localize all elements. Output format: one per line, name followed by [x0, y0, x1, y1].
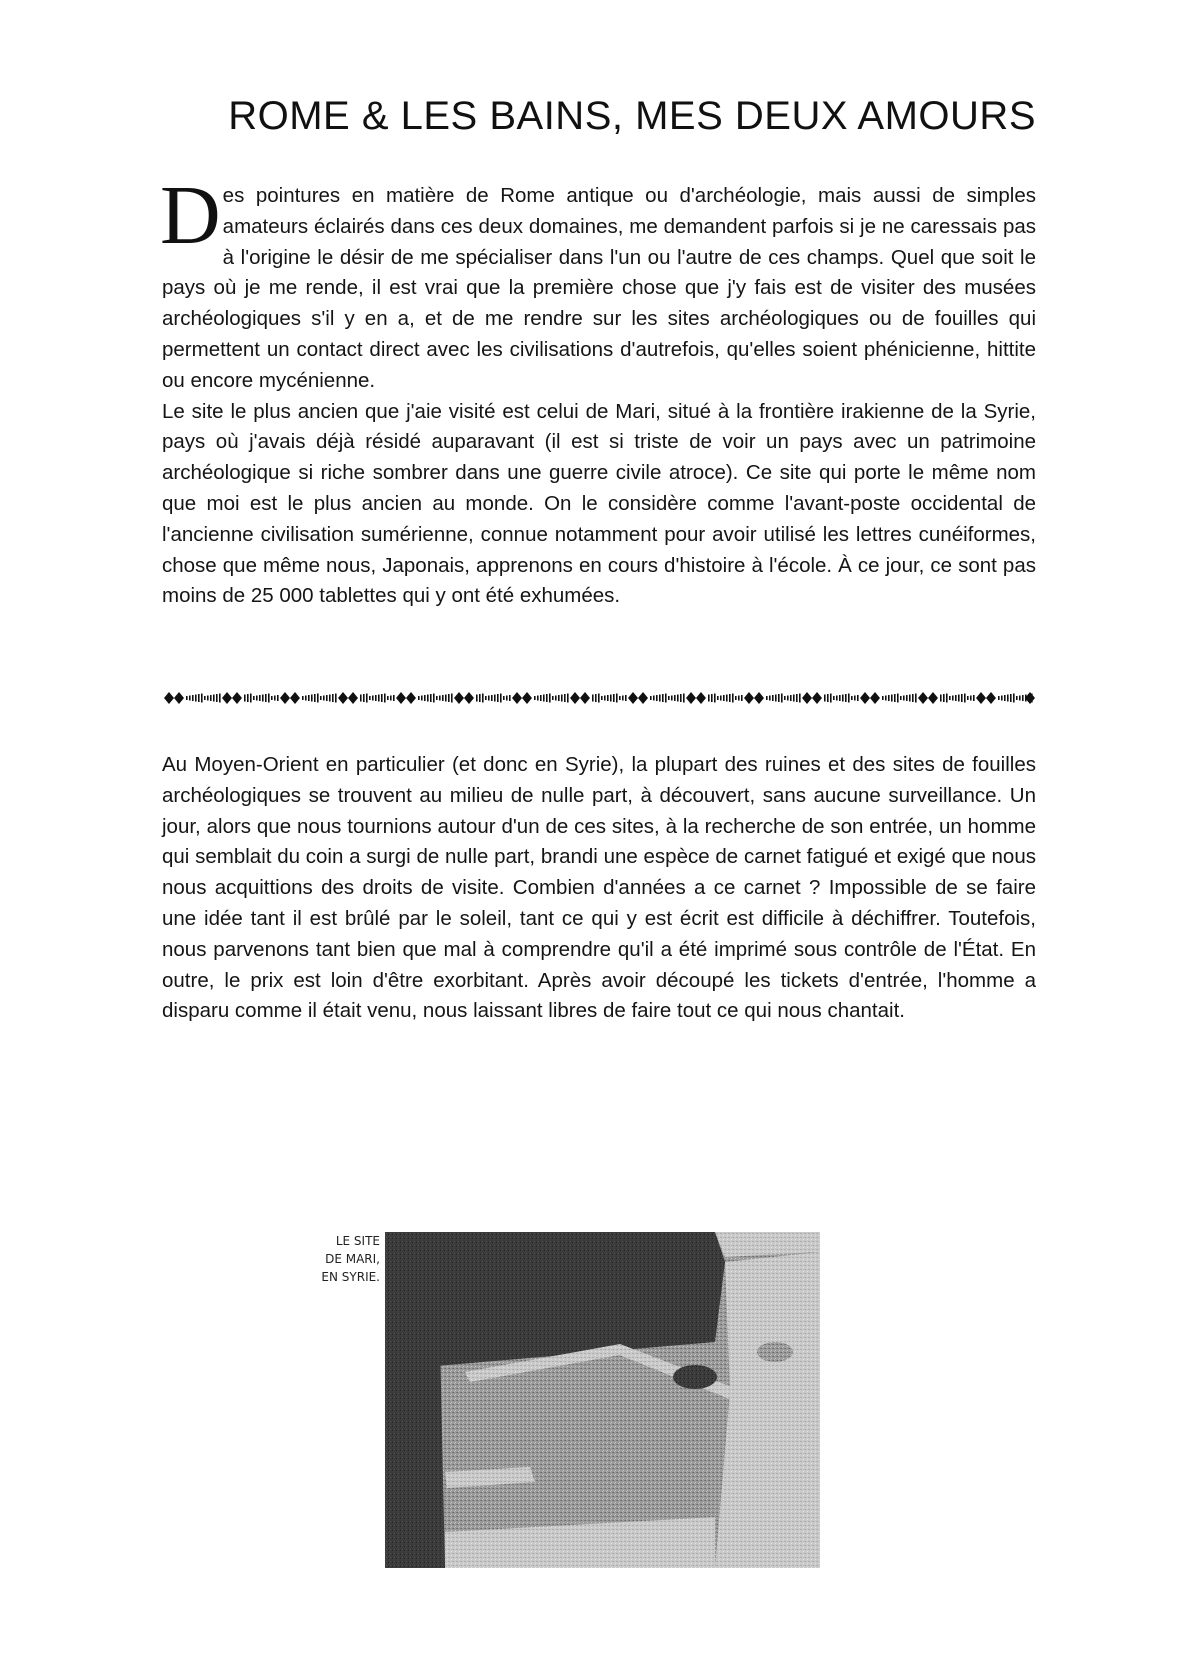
ornament-hatch [506, 696, 508, 701]
ornament-hatch [448, 694, 450, 702]
ornament-hatch [940, 695, 942, 702]
ornament-hatch [558, 695, 560, 701]
page-title: ROME & LES BAINS, MES DEUX AMOURS [228, 94, 1036, 138]
ornament-hatch [943, 694, 945, 702]
ornament-hatch [500, 694, 502, 703]
ornament-hatch [833, 696, 835, 700]
ornament-hatch [857, 695, 859, 701]
section-anecdote [162, 750, 1036, 1027]
ornament-hatch [1001, 696, 1003, 701]
ornament-hatch [277, 695, 279, 701]
photo-left-wall [385, 1332, 445, 1568]
ornament-hatch [476, 695, 478, 702]
ornament-hatch [946, 694, 948, 703]
ornament-hatch [790, 695, 792, 701]
ornament-hatch [189, 696, 191, 701]
ornament-hatch [906, 695, 908, 701]
ornament-hatch [497, 694, 499, 702]
ornament-hatch [885, 696, 887, 701]
ornament-hatch [781, 694, 783, 703]
ornament-hatch [567, 694, 569, 703]
ornamental-divider [162, 688, 1036, 708]
ornament-diamond [638, 692, 648, 704]
ornament-hatch [439, 696, 441, 701]
ornament-hatch [488, 696, 490, 701]
ornament-hatch [888, 695, 890, 701]
ornament-hatch [714, 694, 716, 703]
ornament-hatch [952, 696, 954, 701]
ornament-hatch [433, 694, 435, 703]
ornament-diamond [976, 692, 986, 704]
ornament-hatch [418, 696, 420, 700]
ornament-hatch [436, 696, 438, 700]
ornament-hatch [729, 694, 731, 702]
ornament-hatch [659, 695, 661, 702]
ornament-diamond [174, 692, 184, 704]
ornament-hatch [509, 695, 511, 701]
ornament-hatch [537, 696, 539, 701]
ornament-hatch [201, 694, 203, 703]
drop-cap: D [160, 169, 221, 262]
ornament-hatch [842, 695, 844, 702]
ornament-hatch [360, 695, 362, 702]
ornament-hatch [372, 696, 374, 701]
ornament-hatch [479, 694, 481, 702]
ornament-hatch [424, 695, 426, 701]
ornament-hatch [973, 695, 975, 701]
ornament-diamond [280, 692, 290, 704]
caption-line-1: LE SITE [335, 1234, 380, 1248]
ornament-hatch [955, 695, 957, 701]
ornament-hatch [1010, 694, 1012, 702]
ornament-diamond [744, 692, 754, 704]
ornament-hatch [311, 695, 313, 702]
ornament-diamond [232, 692, 242, 704]
ornament-hatch [622, 696, 624, 701]
ornament-hatch [882, 696, 884, 700]
ornament-hatch [207, 696, 209, 701]
ornament-diamond [338, 692, 348, 704]
caption-line-2: DE MARI, [325, 1252, 380, 1266]
ornament-hatch [732, 694, 734, 703]
ornament-hatch [601, 696, 603, 700]
ornament-hatch [912, 694, 914, 702]
ornament-hatch [427, 695, 429, 702]
ornament-diamond [686, 692, 696, 704]
ornament-hatch [851, 696, 853, 700]
ornament-hatch [717, 696, 719, 700]
ornament-hatch [244, 695, 246, 702]
ornament-hatch [314, 694, 316, 702]
ornament-hatch [1004, 695, 1006, 701]
ornament-hatch [903, 696, 905, 701]
paragraph-2: Le site le plus ancien que j'aie visité est celui de Mari, situé à la frontière irakienne de la Syrie, pays où j'avais déjà résidé auparavant (il est si triste de voir un pays avec un patrimoine archéologique si riche sombrer dans une guerre civile atroce). Ce site qui porte le même nom que moi est le plus ancien au monde. On le considère comme l'avant-poste occidental de l'ancienne civilisation sumérienne, connue notamment pour avoir utilisé les lettres cunéiformes, chose que même nous, Japonais, apprenons en cours d'histoire à l'école. À ce jour, ce sont pas moins de 25 000 tablettes qui y ont été exhumées. [162, 399, 1036, 608]
ornament-hatch [778, 694, 780, 702]
ornament-hatch [711, 694, 713, 702]
ornament-hatch [308, 695, 310, 701]
ornament-hatch [787, 696, 789, 701]
ornament-diamond [870, 692, 880, 704]
ornament-hatch [775, 695, 777, 702]
ornament-hatch [799, 694, 801, 703]
ornament-hatch [543, 695, 545, 702]
ornament-hatch [503, 696, 505, 700]
ornament-diamond [754, 692, 764, 704]
ornament-hatch [485, 696, 487, 700]
ornament-hatch [320, 696, 322, 700]
ornament-hatch [546, 694, 548, 702]
ornament-hatch [998, 696, 1000, 700]
ornament-diamond [696, 692, 706, 704]
ornament-diamond [986, 692, 996, 704]
ornament-hatch [894, 694, 896, 702]
ornament-hatch [845, 694, 847, 702]
ornament-hatch [674, 695, 676, 701]
ornament-hatch [213, 695, 215, 702]
ornament-hatch [619, 696, 621, 700]
ornament-hatch [961, 694, 963, 702]
ornament-hatch [827, 694, 829, 702]
ornament-hatch [735, 696, 737, 700]
ornament-hatch [900, 696, 902, 700]
ornament-hatch [949, 696, 951, 700]
ornament-diamond [860, 692, 870, 704]
ornament-hatch [216, 694, 218, 702]
ornament-hatch [204, 696, 206, 700]
ornament-hatch [323, 696, 325, 701]
ornament-hatch [836, 696, 838, 701]
ornament-diamond [1025, 692, 1035, 704]
ornament-diamond [512, 692, 522, 704]
ornament-hatch [363, 694, 365, 702]
ornament-hatch [442, 695, 444, 701]
ornament-hatch [390, 696, 392, 701]
ornament-hatch [723, 695, 725, 701]
ornament-hatch [909, 695, 911, 702]
ornament-diamond [580, 692, 590, 704]
ornament-hatch [482, 694, 484, 703]
ornament-hatch [393, 695, 395, 701]
ornament-diamond [802, 692, 812, 704]
ornament-hatch [317, 694, 319, 703]
ornament-diamond [222, 692, 232, 704]
ornament-hatch [604, 696, 606, 701]
ornament-hatch [769, 696, 771, 701]
ornament-hatch [375, 695, 377, 701]
ornament-hatch [256, 696, 258, 701]
ornament-hatch [671, 696, 673, 701]
ornament-hatch [302, 696, 304, 700]
excavation-site-photo [385, 1232, 820, 1568]
ornament-hatch [430, 694, 432, 702]
ornament-hatch [421, 696, 423, 701]
ornament-diamond [522, 692, 532, 704]
ornament-hatch [708, 695, 710, 702]
ornament-diamond [164, 692, 174, 704]
ornament-hatch [598, 694, 600, 703]
ornament-hatch [970, 696, 972, 701]
ornament-hatch [650, 696, 652, 700]
ornament-hatch [613, 694, 615, 702]
ornament-hatch [247, 694, 249, 702]
ornament-hatch [268, 694, 270, 703]
photo-figure [300, 1232, 820, 1572]
ornament-hatch [305, 696, 307, 701]
photo-stone [673, 1365, 717, 1389]
ornament-hatch [595, 694, 597, 702]
ornament-hatch [1022, 695, 1024, 701]
section-intro [160, 169, 1036, 612]
ornament-hatch [726, 695, 728, 702]
ornament-hatch [897, 694, 899, 703]
ornament-diamond [928, 692, 938, 704]
ornament-hatch [839, 695, 841, 701]
ornament-hatch [625, 695, 627, 701]
ornament-hatch [793, 695, 795, 702]
ornament-hatch [332, 694, 334, 702]
photo-stone-2 [757, 1342, 793, 1362]
ornament-hatch [387, 696, 389, 700]
ornament-hatch [665, 694, 667, 703]
ornament-hatch [964, 694, 966, 703]
ornament-hatch [683, 694, 685, 703]
ornament-hatch [250, 694, 252, 703]
ornament-hatch [381, 694, 383, 702]
ornament-hatch [186, 696, 188, 700]
ornament-hatch [451, 694, 453, 703]
ornament-hatch [552, 696, 554, 700]
ornament-diamond [570, 692, 580, 704]
ornament-diamond [348, 692, 358, 704]
ornament-hatch [195, 695, 197, 702]
photo-right-rubble [715, 1252, 820, 1568]
ornament-hatch [796, 694, 798, 702]
ornament-hatch [1019, 696, 1021, 701]
ornament-diamond [464, 692, 474, 704]
ornament-hatch [384, 694, 386, 703]
ornament-hatch [610, 695, 612, 702]
ornament-hatch [335, 694, 337, 703]
ornament-hatch [561, 695, 563, 702]
caption-line-3: EN SYRIE. [321, 1270, 380, 1284]
ornament-diamond [628, 692, 638, 704]
ornament-hatch [378, 695, 380, 702]
ornament-hatch [967, 696, 969, 700]
ornament-hatch [656, 695, 658, 701]
ornament-hatch [784, 696, 786, 700]
ornament-hatch [958, 695, 960, 702]
ornament-hatch [192, 695, 194, 701]
ornament-hatch [668, 696, 670, 700]
ornament-hatch [616, 694, 618, 703]
ornament-hatch [549, 694, 551, 703]
ornament-hatch [830, 694, 832, 703]
ornament-hatch [720, 696, 722, 701]
ornament-hatch [326, 695, 328, 701]
ornament-hatch [680, 694, 682, 702]
ornament-hatch [848, 694, 850, 703]
ornament-diamond [454, 692, 464, 704]
ornament-hatch [1016, 696, 1018, 700]
ornament-hatch [564, 694, 566, 702]
ornament-hatch [259, 695, 261, 701]
ornament-hatch [653, 696, 655, 701]
ornament-hatch [738, 696, 740, 701]
ornament-hatch [1007, 695, 1009, 702]
ornament-diamond [918, 692, 928, 704]
ornament-hatch [369, 696, 371, 700]
ornament-hatch [607, 695, 609, 701]
ornament-hatch [274, 696, 276, 701]
ornament-hatch [915, 694, 917, 703]
ornament-hatch [366, 694, 368, 703]
ornament-hatch [677, 695, 679, 702]
ornament-diamond [396, 692, 406, 704]
ornament-hatch [210, 695, 212, 701]
ornament-hatch [592, 695, 594, 702]
ornament-hatch [198, 694, 200, 702]
paragraph-1-text: es pointures en matière de Rome antique ou d'archéologie, mais aussi de simples amateurs éclairés dans ces deux domaines, me demandent parfois si je ne caressais pas à l'origine le désir de me spécialiser dans l'un ou l'autre de ces champs. Quel que soit le pays où je me rende, il est vrai que la première chose que j'y fais est de visiter des musées archéologiques s'il y en a, et de me rendre sur les sites archéologiques ou de fouilles qui permettent un contact direct avec les civilisations d'autrefois, qu'elles soient phénicienne, hittite ou encore mycénienne. [162, 184, 1036, 392]
photo-caption [300, 1232, 380, 1286]
paragraph-1 [160, 169, 1036, 397]
ornament-hatch [772, 695, 774, 701]
ornament-hatch [271, 696, 273, 700]
ornament-hatch [1013, 694, 1015, 703]
ornament-hatch [540, 695, 542, 701]
ornament-hatch [741, 695, 743, 701]
ornament-hatch [329, 695, 331, 702]
ornament-diamond [812, 692, 822, 704]
ornament-hatch [766, 696, 768, 700]
ornament-hatch [854, 696, 856, 701]
ornament-diamond [290, 692, 300, 704]
ornament-hatch [491, 695, 493, 701]
ornament-hatch [219, 694, 221, 703]
ornament-hatch [262, 695, 264, 702]
ornament-hatch [824, 695, 826, 702]
ornament-hatch [534, 696, 536, 700]
ornament-hatch [662, 694, 664, 702]
ornament-hatch [445, 695, 447, 702]
ornament-hatch [891, 695, 893, 702]
paragraph-3: Au Moyen-Orient en particulier (et donc en Syrie), la plupart des ruines et des sites de fouilles archéologiques se trouvent au milieu de nulle part, à découvert, sans aucune surveillance. Un jour, alors que nous tournions autour d'un de ces sites, à la recherche de son entrée, un homme qui semblait du coin a surgi de nulle part, brandi une espèce de carnet fatigué et exigé que nous nous acquittions des droits de visite. Combien d'années a ce carnet ? Impossible de se faire une idée tant il est brûlé par le soleil, tant ce qui y est écrit est difficile à déchiffrer. Toutefois, nous parvenons tant bien que mal à comprendre qu'il a été imprimé sous contrôle de l'État. En outre, le prix est loin d'être exorbitant. Après avoir découpé les tickets d'entrée, l'homme a disparu comme il était venu, nous laissant libres de faire tout ce qui nous chantait. [162, 753, 1036, 1023]
ornament-hatch [494, 695, 496, 702]
ornament-hatch [555, 696, 557, 701]
ornament-hatch [253, 696, 255, 700]
ornament-hatch [265, 694, 267, 702]
ornament-diamond [406, 692, 416, 704]
